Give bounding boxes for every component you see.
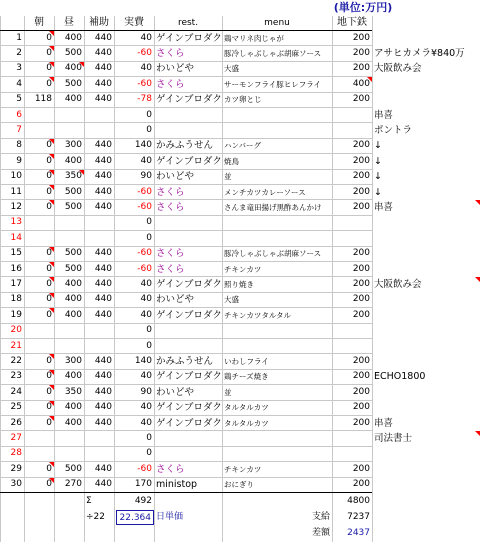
note-cell[interactable] bbox=[372, 215, 480, 230]
day-cell[interactable]: 4 bbox=[16, 78, 22, 89]
breakfast-cell[interactable]: 0 bbox=[46, 479, 52, 490]
subway-cell[interactable]: 200 bbox=[352, 155, 370, 166]
subway-cell[interactable]: 200 bbox=[352, 248, 370, 259]
actual-cost-cell[interactable]: 40 bbox=[140, 294, 152, 305]
subsidy-cell[interactable] bbox=[84, 123, 114, 138]
subway-cell[interactable] bbox=[332, 215, 372, 230]
shikyu-value[interactable]: 7237 bbox=[347, 512, 370, 522]
note-cell[interactable] bbox=[372, 92, 480, 107]
actual-cost-cell[interactable]: -60 bbox=[137, 201, 152, 212]
comment-marker bbox=[475, 200, 480, 205]
restaurant-cell[interactable]: さくら bbox=[156, 78, 185, 90]
day-cell[interactable]: 10 bbox=[10, 171, 22, 182]
actual-cost-cell[interactable]: 90 bbox=[140, 386, 152, 397]
note-cell[interactable]: アサヒカメラ¥840万 bbox=[374, 47, 465, 59]
shikyu-label[interactable]: 支給 bbox=[311, 512, 330, 522]
subsidy-cell[interactable]: 440 bbox=[94, 248, 112, 259]
day-cell[interactable]: 13 bbox=[10, 217, 22, 228]
day-cell[interactable]: 25 bbox=[10, 402, 22, 413]
lunch-cell[interactable]: 400 bbox=[64, 309, 82, 320]
lunch-cell[interactable]: 400 bbox=[64, 32, 82, 43]
restaurant-cell[interactable] bbox=[154, 431, 224, 446]
lunch-cell[interactable]: 400 bbox=[64, 63, 82, 74]
column-header-hojo[interactable]: 補助 bbox=[89, 17, 109, 28]
actual-cost-cell[interactable]: -60 bbox=[137, 463, 152, 474]
day-cell[interactable]: 22 bbox=[10, 355, 22, 366]
day-cell[interactable]: 9 bbox=[16, 155, 22, 166]
subsidy-cell[interactable]: 440 bbox=[94, 32, 112, 43]
day-cell[interactable]: 28 bbox=[10, 448, 22, 459]
lunch-cell[interactable]: 500 bbox=[64, 248, 82, 259]
menu-cell[interactable] bbox=[222, 231, 334, 246]
column-header-hiru[interactable]: 昼 bbox=[64, 17, 74, 28]
sagaku-label[interactable]: 差額 bbox=[311, 528, 330, 538]
day-cell[interactable]: 6 bbox=[16, 109, 22, 120]
restaurant-cell[interactable]: わいどや bbox=[156, 63, 195, 75]
subsidy-cell[interactable]: 440 bbox=[94, 417, 112, 428]
breakfast-cell[interactable]: 0 bbox=[46, 171, 52, 182]
restaurant-cell[interactable]: ministop bbox=[156, 479, 198, 491]
menu-cell[interactable] bbox=[222, 323, 334, 338]
column-header-notes[interactable] bbox=[372, 16, 480, 30]
lunch-cell[interactable]: 400 bbox=[64, 417, 82, 428]
note-cell[interactable]: ↓ bbox=[374, 171, 382, 183]
restaurant-cell[interactable]: かみふうせん bbox=[156, 355, 214, 367]
breakfast-cell[interactable]: 0 bbox=[46, 371, 52, 382]
day-cell[interactable]: 2 bbox=[16, 47, 22, 58]
menu-cell[interactable]: チキンカツタルタル bbox=[224, 310, 292, 320]
subway-cell[interactable]: 200 bbox=[352, 201, 370, 212]
breakfast-cell[interactable] bbox=[24, 431, 54, 446]
breakfast-cell[interactable]: 118 bbox=[34, 94, 52, 105]
restaurant-cell[interactable]: わいどや bbox=[156, 171, 195, 183]
restaurant-cell[interactable]: ゲインブロダク bbox=[156, 278, 222, 290]
restaurant-cell[interactable]: ゲインブロダク bbox=[156, 417, 222, 429]
note-cell[interactable] bbox=[372, 31, 480, 46]
subsidy-cell[interactable]: 440 bbox=[94, 186, 112, 197]
lunch-cell[interactable]: 400 bbox=[64, 371, 82, 382]
actual-cost-cell[interactable]: 0 bbox=[146, 448, 152, 459]
note-cell[interactable] bbox=[372, 308, 480, 323]
note-cell[interactable] bbox=[372, 292, 480, 307]
subway-cell[interactable] bbox=[332, 231, 372, 246]
subsidy-cell[interactable]: 440 bbox=[94, 201, 112, 212]
actual-cost-cell[interactable]: 170 bbox=[134, 479, 152, 490]
restaurant-cell[interactable]: ゲインブロダク bbox=[156, 32, 222, 44]
menu-cell[interactable]: 豚冷しゃぶしゃぶ胡麻ソース bbox=[224, 48, 322, 58]
day-cell[interactable]: 16 bbox=[10, 263, 22, 274]
restaurant-cell[interactable] bbox=[154, 123, 224, 138]
subsidy-cell[interactable]: 440 bbox=[94, 402, 112, 413]
note-cell[interactable]: 司法書士 bbox=[374, 432, 413, 444]
breakfast-cell[interactable]: 0 bbox=[46, 386, 52, 397]
menu-cell[interactable] bbox=[222, 339, 334, 354]
restaurant-cell[interactable]: ゲインブロダク bbox=[156, 371, 222, 383]
actual-cost-cell[interactable]: -60 bbox=[137, 263, 152, 274]
subway-cell[interactable]: 200 bbox=[352, 309, 370, 320]
lunch-cell[interactable]: 500 bbox=[64, 186, 82, 197]
column-header-chikatetsu[interactable]: 地下鉄 bbox=[337, 17, 367, 28]
breakfast-cell[interactable] bbox=[24, 231, 54, 246]
lunch-cell[interactable]: 400 bbox=[64, 402, 82, 413]
sagaku-value[interactable]: 2437 bbox=[347, 528, 370, 538]
subway-cell[interactable]: 200 bbox=[352, 294, 370, 305]
breakfast-cell[interactable]: 0 bbox=[46, 78, 52, 89]
day-cell[interactable]: 7 bbox=[16, 124, 22, 135]
subsidy-cell[interactable]: 440 bbox=[94, 294, 112, 305]
day-cell[interactable]: 30 bbox=[10, 479, 22, 490]
note-cell[interactable]: 串喜 bbox=[374, 417, 394, 429]
breakfast-cell[interactable] bbox=[24, 323, 54, 338]
actual-cost-cell[interactable]: 40 bbox=[140, 402, 152, 413]
note-cell[interactable] bbox=[372, 323, 480, 338]
subway-cell[interactable]: 200 bbox=[352, 479, 370, 490]
menu-cell[interactable]: メンチカツカレーソース bbox=[224, 187, 306, 197]
restaurant-cell[interactable] bbox=[154, 446, 224, 461]
note-cell[interactable]: ↓ bbox=[374, 155, 382, 167]
comment-marker bbox=[475, 277, 480, 282]
actual-cost-cell[interactable]: -60 bbox=[137, 78, 152, 89]
note-cell[interactable]: ↓ bbox=[374, 140, 382, 152]
note-cell[interactable] bbox=[372, 262, 480, 277]
actual-cost-cell[interactable]: 0 bbox=[146, 232, 152, 243]
subsidy-cell[interactable] bbox=[84, 339, 114, 354]
restaurant-cell[interactable] bbox=[154, 108, 224, 123]
subsidy-cell[interactable]: 440 bbox=[94, 140, 112, 151]
restaurant-cell[interactable]: さくら bbox=[156, 186, 185, 198]
lunch-cell[interactable]: 400 bbox=[64, 278, 82, 289]
menu-cell[interactable]: 鶏チーズ焼き bbox=[224, 372, 269, 382]
restaurant-cell[interactable]: ゲインブロダク bbox=[156, 309, 222, 321]
day-cell[interactable]: 11 bbox=[10, 186, 22, 197]
actual-cost-cell[interactable]: 140 bbox=[134, 140, 152, 151]
subsidy-cell[interactable]: 440 bbox=[94, 94, 112, 105]
subway-cell[interactable]: 200 bbox=[352, 371, 370, 382]
day-cell[interactable]: 1 bbox=[16, 32, 22, 43]
day-cell[interactable]: 26 bbox=[10, 417, 22, 428]
restaurant-cell[interactable]: さくら bbox=[156, 263, 185, 275]
actual-cost-cell[interactable]: 140 bbox=[134, 355, 152, 366]
lunch-cell[interactable]: 350 bbox=[64, 171, 82, 182]
column-header-jippi[interactable]: 実費 bbox=[124, 17, 144, 28]
restaurant-cell[interactable]: かみふうせん bbox=[156, 140, 214, 152]
day-cell[interactable]: 8 bbox=[16, 140, 22, 151]
note-cell[interactable] bbox=[372, 77, 480, 92]
note-cell[interactable] bbox=[372, 385, 480, 400]
menu-cell[interactable]: サーモンフライ豚ヒレフライ bbox=[224, 79, 322, 89]
day-cell[interactable]: 15 bbox=[10, 248, 22, 259]
menu-cell[interactable]: いわしフライ bbox=[224, 356, 269, 366]
note-cell[interactable] bbox=[372, 231, 480, 246]
menu-cell[interactable]: 大盛 bbox=[224, 64, 239, 74]
note-cell[interactable]: 串喜 bbox=[374, 201, 394, 213]
restaurant-cell[interactable]: ゲインブロダク bbox=[156, 402, 222, 414]
actual-cost-cell[interactable]: -60 bbox=[137, 248, 152, 259]
menu-cell[interactable] bbox=[222, 215, 334, 230]
lunch-cell[interactable]: 400 bbox=[64, 155, 82, 166]
lunch-cell[interactable]: 500 bbox=[64, 263, 82, 274]
menu-cell[interactable]: カツ卵とじ bbox=[224, 95, 262, 105]
note-cell[interactable] bbox=[372, 462, 480, 477]
menu-cell[interactable]: 大盛 bbox=[224, 295, 239, 305]
column-header-rest[interactable]: rest. bbox=[177, 18, 199, 28]
breakfast-cell[interactable]: 0 bbox=[46, 263, 52, 274]
actual-cost-cell[interactable]: -60 bbox=[137, 186, 152, 197]
comment-marker bbox=[475, 431, 480, 436]
restaurant-cell[interactable] bbox=[154, 231, 224, 246]
lunch-cell[interactable]: 400 bbox=[64, 294, 82, 305]
subsidy-cell[interactable] bbox=[84, 431, 114, 446]
note-cell[interactable]: 大阪飲み会 bbox=[374, 278, 422, 290]
breakfast-cell[interactable]: 0 bbox=[46, 32, 52, 43]
breakfast-cell[interactable] bbox=[24, 339, 54, 354]
actual-cost-cell[interactable]: -60 bbox=[137, 47, 152, 58]
menu-cell[interactable]: 鶏マリネ肉じゃが bbox=[224, 33, 284, 43]
actual-cost-cell[interactable]: 40 bbox=[140, 155, 152, 166]
subsidy-cell[interactable]: 440 bbox=[94, 47, 112, 58]
breakfast-cell[interactable]: 0 bbox=[46, 417, 52, 428]
breakfast-cell[interactable]: 0 bbox=[46, 278, 52, 289]
subway-cell[interactable]: 200 bbox=[352, 47, 370, 58]
subsidy-cell[interactable]: 440 bbox=[94, 371, 112, 382]
day-cell[interactable]: 18 bbox=[10, 294, 22, 305]
restaurant-cell[interactable]: わいどや bbox=[156, 386, 195, 398]
subsidy-cell[interactable]: 440 bbox=[94, 171, 112, 182]
lunch-cell[interactable]: 500 bbox=[64, 47, 82, 58]
subsidy-cell[interactable] bbox=[84, 108, 114, 123]
menu-cell[interactable]: チキンカツ bbox=[224, 264, 262, 274]
lunch-cell[interactable] bbox=[54, 339, 84, 354]
subsidy-cell[interactable] bbox=[84, 215, 114, 230]
restaurant-cell[interactable]: わいどや bbox=[156, 294, 195, 306]
breakfast-cell[interactable] bbox=[24, 215, 54, 230]
day-cell[interactable]: 17 bbox=[10, 278, 22, 289]
breakfast-cell[interactable] bbox=[24, 446, 54, 461]
note-cell[interactable]: 串喜 bbox=[374, 109, 394, 121]
subsidy-cell[interactable]: 440 bbox=[94, 355, 112, 366]
breakfast-cell[interactable]: 0 bbox=[46, 248, 52, 259]
subsidy-cell[interactable] bbox=[84, 231, 114, 246]
day-cell[interactable]: 19 bbox=[10, 309, 22, 320]
column-header-asa[interactable]: 朝 bbox=[34, 17, 44, 28]
note-cell[interactable]: ↓ bbox=[374, 186, 382, 198]
menu-cell[interactable]: ハンバーグ bbox=[224, 141, 261, 151]
actual-cost-cell[interactable]: 40 bbox=[140, 371, 152, 382]
restaurant-cell[interactable]: ゲインブロダク bbox=[156, 155, 222, 167]
subway-cell[interactable]: 200 bbox=[352, 402, 370, 413]
menu-cell[interactable]: おにぎり bbox=[224, 480, 254, 490]
subsidy-cell[interactable] bbox=[84, 323, 114, 338]
subway-cell[interactable]: 200 bbox=[352, 386, 370, 397]
subway-cell[interactable]: 200 bbox=[352, 63, 370, 74]
actual-cost-cell[interactable]: 0 bbox=[146, 109, 152, 120]
breakfast-cell[interactable] bbox=[24, 123, 54, 138]
breakfast-cell[interactable]: 0 bbox=[46, 355, 52, 366]
restaurant-cell[interactable]: さくら bbox=[156, 248, 185, 260]
subsidy-cell[interactable]: 440 bbox=[94, 155, 112, 166]
day-cell[interactable]: 29 bbox=[10, 463, 22, 474]
breakfast-cell[interactable]: 0 bbox=[46, 186, 52, 197]
subway-cell[interactable] bbox=[332, 431, 372, 446]
day-cell[interactable]: 24 bbox=[10, 386, 22, 397]
restaurant-cell[interactable] bbox=[154, 323, 224, 338]
lunch-cell[interactable]: 500 bbox=[64, 201, 82, 212]
note-cell[interactable]: ECHO1800 bbox=[374, 371, 426, 383]
actual-cost-cell[interactable]: 90 bbox=[140, 171, 152, 182]
menu-cell[interactable]: 並 bbox=[224, 172, 232, 182]
day-cell[interactable]: 20 bbox=[10, 325, 22, 336]
actual-cost-cell[interactable]: 0 bbox=[146, 325, 152, 336]
actual-cost-cell[interactable]: 40 bbox=[140, 278, 152, 289]
breakfast-cell[interactable] bbox=[24, 108, 54, 123]
subsidy-cell[interactable]: 440 bbox=[94, 386, 112, 397]
note-cell[interactable]: ポントラ bbox=[374, 124, 413, 136]
subway-cell[interactable]: 200 bbox=[352, 171, 370, 182]
menu-cell[interactable] bbox=[222, 431, 334, 446]
subway-cell[interactable]: 400 bbox=[352, 78, 370, 89]
lunch-cell[interactable] bbox=[54, 108, 84, 123]
breakfast-cell[interactable]: 0 bbox=[46, 294, 52, 305]
subway-cell[interactable]: 200 bbox=[352, 94, 370, 105]
note-cell[interactable] bbox=[372, 446, 480, 461]
subway-cell[interactable] bbox=[332, 323, 372, 338]
menu-cell[interactable]: 焼鳥 bbox=[224, 156, 239, 166]
actual-cost-cell[interactable]: 40 bbox=[140, 417, 152, 428]
subsidy-cell[interactable]: 440 bbox=[94, 278, 112, 289]
menu-cell[interactable]: 並 bbox=[224, 387, 232, 397]
subsidy-cell[interactable]: 440 bbox=[94, 78, 112, 89]
subsidy-cell[interactable]: 440 bbox=[94, 463, 112, 474]
note-cell[interactable] bbox=[372, 339, 480, 354]
lunch-cell[interactable] bbox=[54, 215, 84, 230]
note-cell[interactable] bbox=[372, 477, 480, 492]
subsidy-cell[interactable]: 440 bbox=[94, 263, 112, 274]
sigma-label[interactable]: Σ bbox=[86, 496, 92, 506]
note-cell[interactable] bbox=[372, 246, 480, 261]
lunch-cell[interactable]: 350 bbox=[64, 386, 82, 397]
subway-cell[interactable]: 200 bbox=[352, 278, 370, 289]
note-cell[interactable] bbox=[372, 400, 480, 415]
actual-cost-cell[interactable]: 0 bbox=[146, 432, 152, 443]
divisor-label[interactable]: ÷22 bbox=[86, 512, 105, 522]
subsidy-cell[interactable] bbox=[84, 446, 114, 461]
subway-cell[interactable]: 200 bbox=[352, 140, 370, 151]
lunch-cell[interactable]: 300 bbox=[64, 355, 82, 366]
note-cell[interactable]: 大阪飲み会 bbox=[374, 63, 422, 75]
daily-average-value[interactable]: 22.364 bbox=[116, 510, 154, 525]
menu-cell[interactable]: タルタルカツ bbox=[224, 418, 269, 428]
restaurant-cell[interactable]: さくら bbox=[156, 201, 185, 213]
restaurant-cell[interactable]: さくら bbox=[156, 463, 185, 475]
subway-cell[interactable]: 200 bbox=[352, 263, 370, 274]
subway-cell[interactable]: 200 bbox=[352, 463, 370, 474]
lunch-cell[interactable]: 400 bbox=[64, 94, 82, 105]
subway-cell[interactable]: 200 bbox=[352, 355, 370, 366]
actual-cost-cell[interactable]: 40 bbox=[140, 309, 152, 320]
day-cell[interactable]: 5 bbox=[16, 94, 22, 105]
breakfast-cell[interactable]: 0 bbox=[46, 47, 52, 58]
day-cell[interactable]: 3 bbox=[16, 63, 22, 74]
column-header-day[interactable] bbox=[0, 16, 24, 30]
subway-cell[interactable] bbox=[332, 446, 372, 461]
actual-cost-cell[interactable]: 0 bbox=[146, 124, 152, 135]
menu-cell[interactable]: チキンカツ bbox=[224, 464, 262, 474]
subsidy-cell[interactable]: 440 bbox=[94, 309, 112, 320]
lunch-cell[interactable] bbox=[54, 431, 84, 446]
subway-cell[interactable] bbox=[332, 108, 372, 123]
menu-cell[interactable]: タルタルカツ bbox=[224, 403, 269, 413]
subsidy-cell[interactable]: 440 bbox=[94, 479, 112, 490]
subway-cell[interactable]: 200 bbox=[352, 186, 370, 197]
menu-cell[interactable] bbox=[222, 446, 334, 461]
lunch-cell[interactable]: 500 bbox=[64, 78, 82, 89]
note-cell[interactable] bbox=[372, 354, 480, 369]
breakfast-cell[interactable]: 0 bbox=[46, 201, 52, 212]
lunch-cell[interactable]: 270 bbox=[64, 479, 82, 490]
actual-cost-cell[interactable]: -78 bbox=[137, 94, 152, 105]
menu-cell[interactable] bbox=[222, 108, 334, 123]
menu-cell[interactable]: さんま竜田揚げ黒酢あんかけ bbox=[224, 202, 322, 212]
day-cell[interactable]: 14 bbox=[10, 232, 22, 243]
restaurant-cell[interactable]: さくら bbox=[156, 47, 185, 59]
actual-cost-cell[interactable]: 40 bbox=[140, 63, 152, 74]
sigma-value[interactable]: 492 bbox=[134, 496, 152, 506]
restaurant-cell[interactable] bbox=[154, 215, 224, 230]
breakfast-cell[interactable]: 0 bbox=[46, 463, 52, 474]
breakfast-cell[interactable]: 0 bbox=[46, 309, 52, 320]
menu-cell[interactable]: 豚冷しゃぶしゃぶ胡麻ソース bbox=[224, 249, 322, 259]
subway-cell[interactable] bbox=[332, 123, 372, 138]
breakfast-cell[interactable]: 0 bbox=[46, 155, 52, 166]
breakfast-cell[interactable]: 0 bbox=[46, 140, 52, 151]
column-header-menu[interactable]: menu bbox=[264, 18, 290, 28]
day-cell[interactable]: 12 bbox=[10, 201, 22, 212]
lunch-cell[interactable] bbox=[54, 231, 84, 246]
actual-cost-cell[interactable]: 0 bbox=[146, 340, 152, 351]
restaurant-cell[interactable] bbox=[154, 339, 224, 354]
subway-total[interactable]: 4800 bbox=[347, 496, 370, 506]
breakfast-cell[interactable]: 0 bbox=[46, 63, 52, 74]
day-cell[interactable]: 23 bbox=[10, 371, 22, 382]
actual-cost-cell[interactable]: 40 bbox=[140, 32, 152, 43]
subway-cell[interactable] bbox=[332, 339, 372, 354]
day-cell[interactable]: 27 bbox=[10, 432, 22, 443]
menu-cell[interactable]: 照り焼き bbox=[224, 279, 254, 289]
unit-price-label[interactable]: 日単価 bbox=[156, 512, 184, 522]
unit-title: (単位:万円) bbox=[333, 1, 393, 14]
subsidy-cell[interactable]: 440 bbox=[94, 63, 112, 74]
subway-cell[interactable]: 200 bbox=[352, 32, 370, 43]
lunch-cell[interactable] bbox=[54, 446, 84, 461]
day-cell[interactable]: 21 bbox=[10, 340, 22, 351]
summary-border bbox=[0, 492, 372, 493]
subway-cell[interactable]: 200 bbox=[352, 417, 370, 428]
lunch-cell[interactable]: 500 bbox=[64, 463, 82, 474]
restaurant-cell[interactable]: ゲインブロダク bbox=[156, 94, 222, 106]
menu-cell[interactable] bbox=[222, 123, 334, 138]
lunch-cell[interactable] bbox=[54, 323, 84, 338]
lunch-cell[interactable]: 300 bbox=[64, 140, 82, 151]
lunch-cell[interactable] bbox=[54, 123, 84, 138]
breakfast-cell[interactable]: 0 bbox=[46, 402, 52, 413]
actual-cost-cell[interactable]: 0 bbox=[146, 217, 152, 228]
